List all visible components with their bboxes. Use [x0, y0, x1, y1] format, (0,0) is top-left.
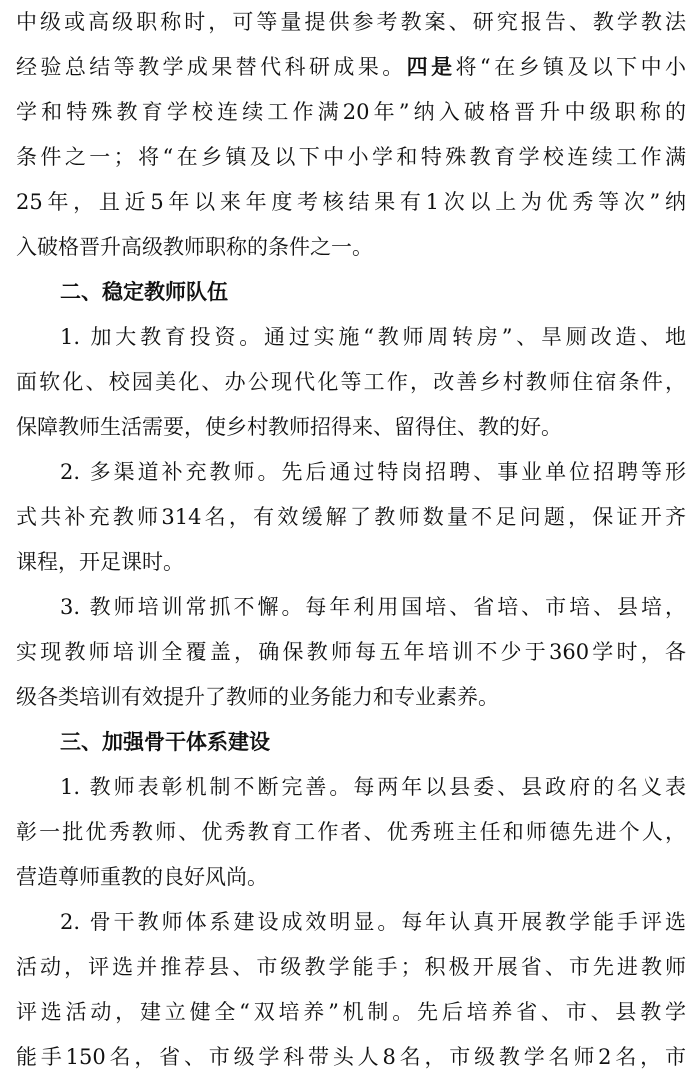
- text-line: 2. 骨干教师体系建设成效明显。每年认真开展教学能手评选: [60, 910, 686, 934]
- text-line: 3. 教师培训常抓不懈。每年利用国培、省培、市培、县培，: [60, 595, 686, 619]
- text-line: 1. 加大教育投资。通过实施“教师周转房”、旱厕改造、地: [60, 325, 686, 349]
- text-line: 式共补充教师314名，有效缓解了教师数量不足问题，保证开齐: [16, 505, 686, 529]
- bold-keyword: 四是: [406, 55, 456, 79]
- text-line: 2. 多渠道补充教师。先后通过特岗招聘、事业单位招聘等形: [60, 460, 686, 484]
- text-line: 条件之一；将“在乡镇及以下中小学和特殊教育学校连续工作满: [16, 145, 686, 169]
- text-line: 级各类培训有效提升了教师的业务能力和专业素养。: [16, 685, 499, 709]
- text-line: 能手150名，省、市级学科带头人8名，市级教学名师2名，市: [16, 1045, 686, 1069]
- text-line: 面软化、校园美化、办公现代化等工作，改善乡村教师住宿条件，: [16, 370, 686, 394]
- text-line: 中级或高级职称时，可等量提供参考教案、研究报告、教学教法: [16, 10, 686, 34]
- text-run: 将“在乡镇及以下中小: [455, 55, 686, 79]
- text-line: 保障教师生活需要，使乡村教师招得来、留得住、教的好。: [16, 415, 562, 439]
- section-heading: 三、加强骨干体系建设: [60, 730, 270, 754]
- text-run: 经验总结等教学成果替代科研成果。: [16, 55, 407, 79]
- section-heading: 二、稳定教师队伍: [60, 280, 228, 304]
- text-line: 营造尊师重教的良好风尚。: [16, 865, 268, 889]
- text-line: 评选活动，建立健全“双培养”机制。先后培养省、市、县教学: [16, 1000, 686, 1024]
- text-line: 实现教师培训全覆盖，确保教师每五年培训不少于360学时，各: [16, 640, 686, 664]
- document-page: [16, 0, 686, 1080]
- text-line: 学和特殊教育学校连续工作满20年”纳入破格晋升中级职称的: [16, 100, 686, 124]
- text-line: 活动，评选并推荐县、市级教学能手；积极开展省、市先进教师: [16, 955, 686, 979]
- text-line: 1. 教师表彰机制不断完善。每两年以县委、县政府的名义表: [60, 775, 686, 799]
- text-line: [16, 45, 686, 90]
- text-line: 25年，且近5年以来年度考核结果有1次以上为优秀等次”纳: [16, 190, 686, 214]
- text-line: 课程，开足课时。: [16, 550, 184, 574]
- text-line: 彰一批优秀教师、优秀教育工作者、优秀班主任和师德先进个人，: [16, 820, 686, 844]
- text-line: 入破格晋升高级教师职称的条件之一。: [16, 235, 373, 259]
